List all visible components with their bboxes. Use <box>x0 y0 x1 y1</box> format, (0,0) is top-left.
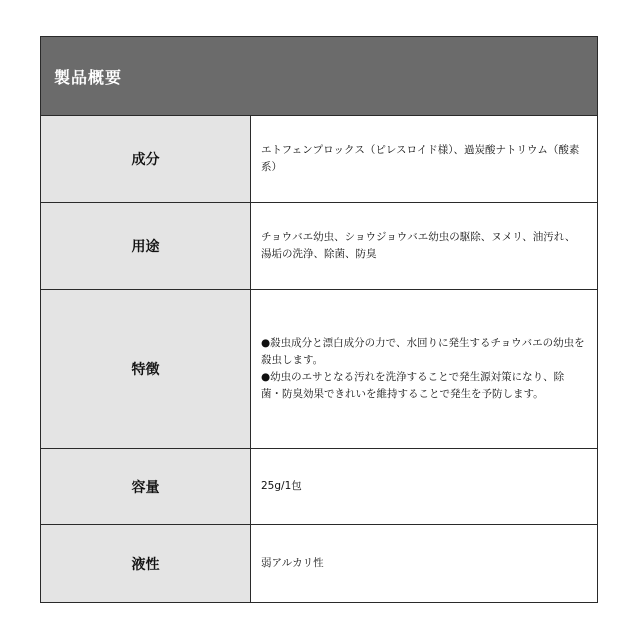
row-label: 用途 <box>41 203 251 289</box>
row-value: チョウバエ幼虫、ショウジョウバエ幼虫の駆除、ヌメリ、油汚れ、湯垢の洗浄、除菌、防臭 <box>261 231 576 260</box>
table-row-usage <box>41 203 597 290</box>
table-title: 製品概要 <box>41 37 597 116</box>
row-label: 成分 <box>41 116 251 202</box>
row-value: 弱アルカリ性 <box>261 557 324 569</box>
table-row-ingredients <box>41 116 597 203</box>
table-row-ph <box>41 525 597 602</box>
row-value: ●殺虫成分と漂白成分の力で、水回りに発生するチョウバエの幼虫を殺虫します。 ●幼虫のエサとなる汚れを洗浄することで発生源対策になり、除菌・防臭効果できれいを維持することで発生を予防します。 <box>261 337 585 400</box>
row-label: 容量 <box>41 449 251 524</box>
table-row-features <box>41 290 597 449</box>
row-label: 特徴 <box>41 290 251 448</box>
row-label: 液性 <box>41 525 251 602</box>
row-value: 25g/1包 <box>261 480 302 492</box>
row-value: エトフェンプロックス（ピレスロイド様）、過炭酸ナトリウム（酸素系） <box>261 144 580 173</box>
table-row-capacity <box>41 449 597 525</box>
product-spec-table <box>40 36 598 603</box>
